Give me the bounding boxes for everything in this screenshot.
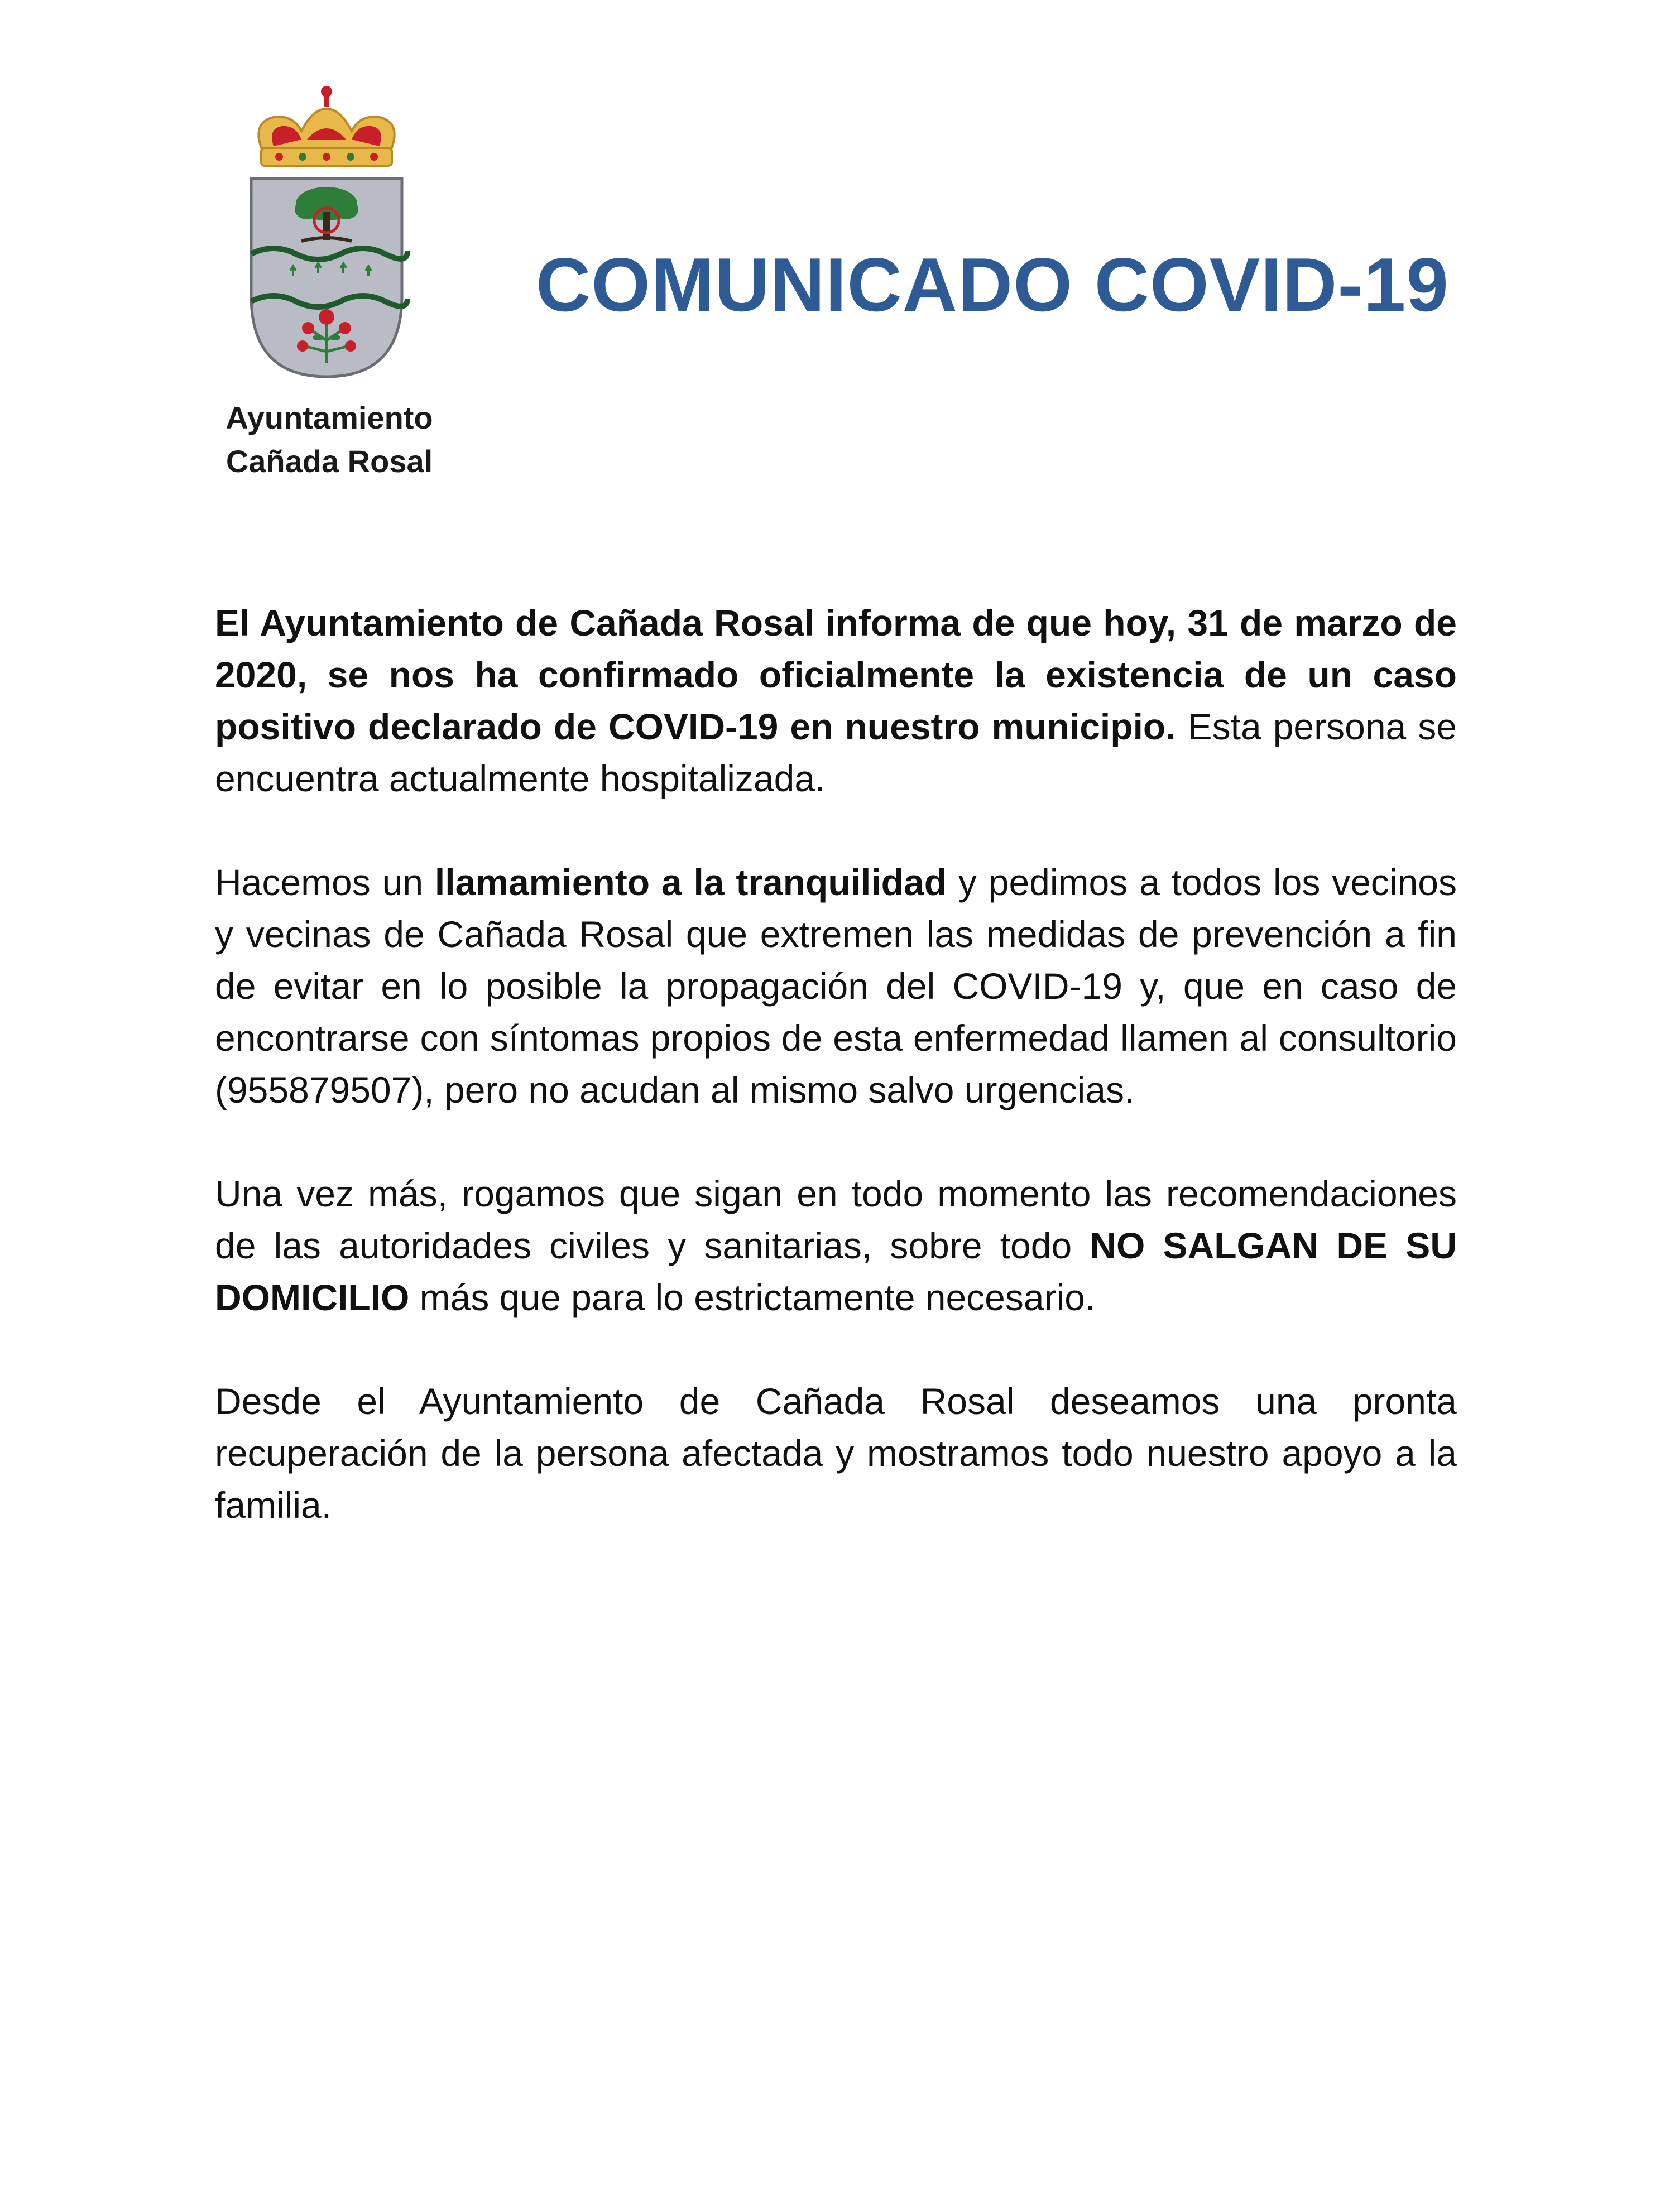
case-report-bold: El Ayuntamiento de Cañada Rosal informa de que hoy, 31 de marzo de 2020, se nos ha confirmado oficialmente la existencia de un caso positivo declarado de COVID-19 en nuestro municipio. xyxy=(215,602,1457,747)
org-name-line1: Ayuntamiento xyxy=(226,400,433,435)
support-text: Desde el Ayuntamiento de Cañada Rosal deseamos una pronta recuperación de la persona afectada y mostramos todo nuestro apoyo a la familia. xyxy=(215,1381,1457,1526)
announcement-body xyxy=(215,597,1457,1583)
page-title: COMUNICADO COVID-19 xyxy=(536,242,1449,327)
org-name-line2: Cañada Rosal xyxy=(226,444,433,479)
stay-home-bold: NO SALGAN DE SU DOMICILIO xyxy=(215,1225,1457,1318)
call-for-calm-before: Hacemos un xyxy=(215,862,435,903)
paragraph-stay-home xyxy=(215,1168,1457,1324)
case-report-rest: Esta persona se encuentra actualmente hospitalizada. xyxy=(215,706,1457,799)
coat-of-arms-icon xyxy=(240,84,413,385)
stay-home-before: Una vez más, rogamos que sigan en todo momento las recomendaciones de las autoridades civiles y sanitarias, sobre todo xyxy=(215,1173,1457,1266)
shield-icon xyxy=(251,179,407,377)
stay-home-after: más que para lo estrictamente necesario. xyxy=(409,1277,1096,1318)
paragraph-case-report xyxy=(215,597,1457,805)
call-for-calm-after: y pedimos a todos los vecinos y vecinas de Cañada Rosal que extremen las medidas de prevención a fin de evitar en lo posible la propagación del COVID-19 y, que en caso de encontrarse con síntomas propios de esta enfermedad llamen al consultorio (955879507), pero no acudan al mismo salvo urgencias. xyxy=(215,862,1457,1110)
paragraph-support xyxy=(215,1376,1457,1531)
organization-name xyxy=(190,396,469,483)
call-for-calm-bold: llamamiento a la tranquilidad xyxy=(434,862,947,903)
paragraph-call-for-calm xyxy=(215,857,1457,1116)
crown-icon xyxy=(258,86,394,166)
